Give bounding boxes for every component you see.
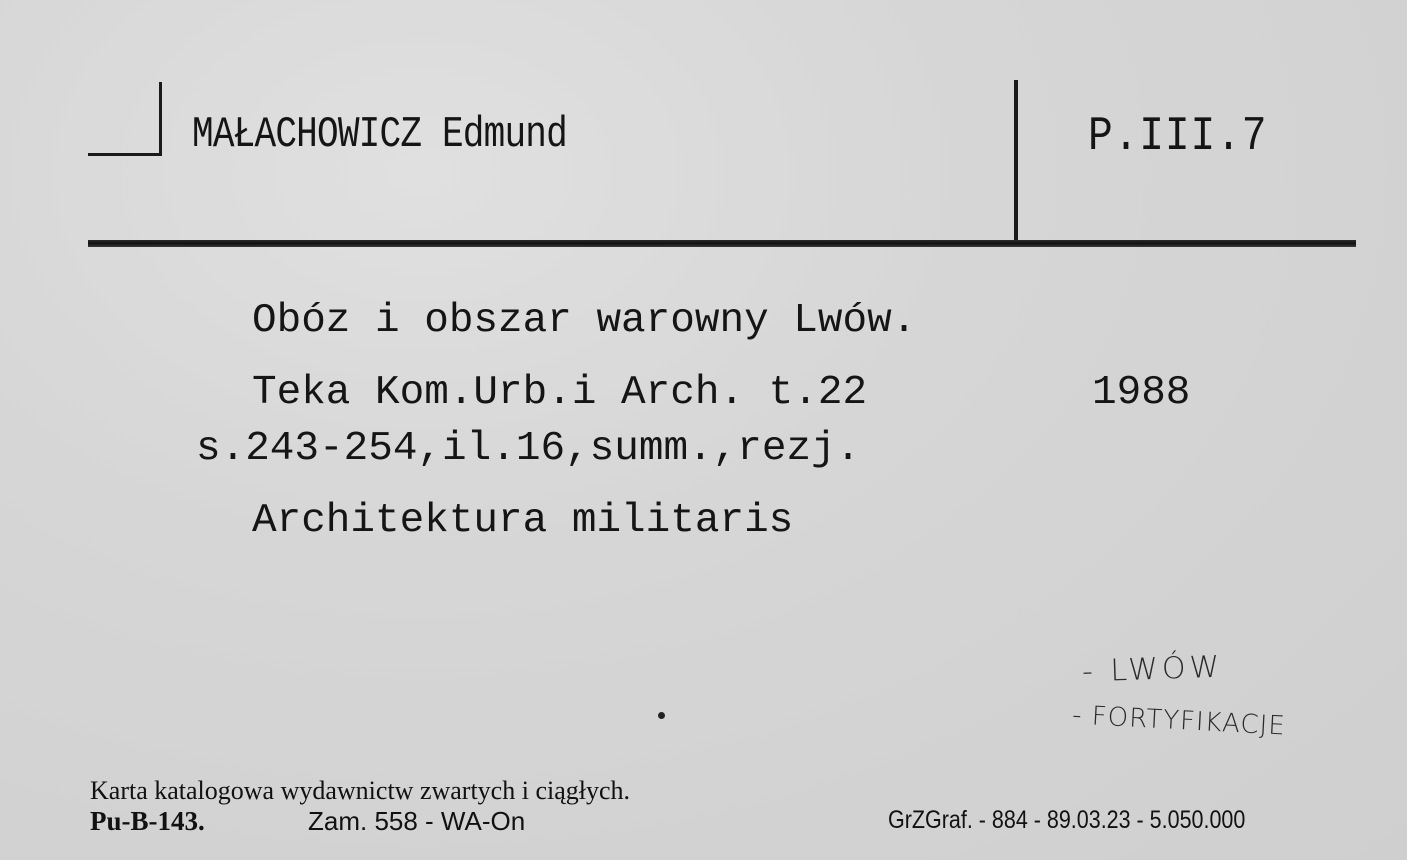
author-heading: MAŁACHOWICZ Edmund (192, 110, 567, 160)
subject-heading: Architektura militaris (252, 498, 794, 544)
call-number: P.III.7 (1088, 110, 1268, 164)
footer-order-number: Zam. 558 - WA-On (308, 806, 526, 836)
footer-printer-info: GrZGraf. - 884 - 89.03.23 - 5.050.000 (888, 806, 1246, 834)
corner-bracket-mark (88, 82, 162, 156)
handwritten-note-lwow: - LWÓW (1081, 649, 1224, 690)
source-journal: Teka Kom.Urb.i Arch. t.22 (252, 370, 868, 416)
footer-form-code: Pu-B-143. (90, 806, 205, 836)
publication-year: 1988 (1092, 370, 1191, 416)
header-horizontal-rule (88, 240, 1356, 247)
handwritten-note-fortyfikacje: - FORTYFIKACJE (1071, 700, 1287, 742)
work-title: Obóz i obszar warowny Lwów. (252, 298, 917, 344)
footer-description: Karta katalogowa wydawnictw zwartych i ciągłych. (90, 776, 631, 805)
pagination-details: s.243-254,il.16,summ.,rezj. (196, 426, 861, 472)
header-vertical-divider (1014, 80, 1018, 244)
ink-dot (658, 712, 665, 719)
